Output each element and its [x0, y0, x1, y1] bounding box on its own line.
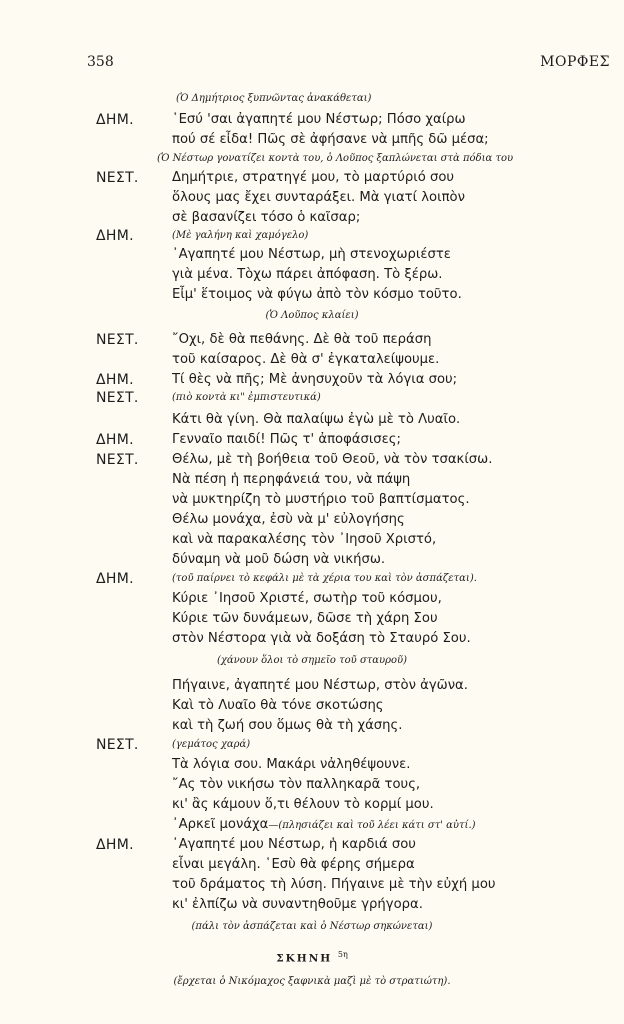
dialogue-line: καὶ νὰ παρακαλέσης τὸν ᾿Ιησοῦ Χριστό, — [172, 532, 437, 547]
scene-heading — [0, 945, 624, 969]
speaker-label: ΔΗΜ. — [96, 571, 134, 587]
dialogue-row — [0, 755, 624, 775]
dialogue-row — [0, 388, 624, 408]
dialogue-line: Κάτι θὰ γίνη. Θὰ παλαίψω ἐγὼ μὲ τὸ Λυαῖο. — [172, 412, 461, 427]
dialogue-row — [0, 855, 624, 875]
dialogue-row — [0, 265, 624, 285]
dialogue-line: Τί θὲς νὰ πῆς; Μὲ ἀνησυχοῦν τὰ λόγια σου; — [172, 372, 458, 387]
scene-heading-row — [0, 945, 624, 965]
dialogue-row — [0, 510, 624, 530]
dialogue-row — [0, 490, 624, 510]
dialogue-line: καὶ τὴ ζωή σου ὅμως θὰ τὴ χάσης. — [172, 718, 403, 733]
dialogue-line: Πήγαινε, ἀγαπητέ μου Νέστωρ, στὸν ἀγῶνα. — [172, 678, 468, 693]
speaker-label: ΝΕΣΤ. — [96, 737, 139, 753]
stage-direction-row — [0, 149, 624, 169]
dialogue-row — [0, 716, 624, 736]
stage-direction: (Ὁ Νέστωρ γονατίζει κοντὰ του, ὁ Λοῦπος ξαπλώνεται στὰ πόδια του — [157, 153, 514, 164]
dialogue-line: Κύριε ᾿Ιησοῦ Χριστέ, σωτὴρ τοῦ κόσμου, — [172, 591, 442, 606]
dialogue-line: κι' ἂς κάμουν ὅ,τι θέλουν τὸ κορμί μου. — [172, 797, 434, 812]
dialogue-line: πού σέ εἶδα! Πῶς σὲ ἀφήσανε νὰ μπῆς δῶ μέσα; — [172, 132, 489, 147]
dialogue-line: σὲ βασανίζει τόσο ὁ καῖσαρ; — [172, 210, 361, 225]
dialogue-row — [0, 550, 624, 570]
dialogue-row — [0, 130, 624, 150]
dialogue-row — [0, 629, 624, 649]
dialogue-row — [0, 370, 624, 390]
dialogue-line — [172, 815, 476, 836]
dialogue-row — [0, 188, 624, 208]
dialogue-line: νὰ μυκτηρίζη τὸ μυστήριο τοῦ βαπτίσματος. — [172, 492, 470, 507]
dialogue-row — [0, 168, 624, 188]
dialogue-line: ῎Ας τὸν νικήσω τὸν παλληκαρᾶ τους, — [172, 777, 421, 792]
speaker-label: ΔΗΜ. — [96, 837, 134, 853]
dialogue-row — [0, 875, 624, 895]
speaker-label: ΔΗΜ. — [96, 432, 134, 448]
dialogue-line: Θέλω, μὲ τὴ βοήθεια τοῦ Θεοῦ, νὰ τὸν τσακίσω. — [172, 452, 493, 467]
dialogue-row — [0, 676, 624, 696]
dialogue-line: ῎Οχι, δὲ θὰ πεθάνης. Δὲ θὰ τοῦ περάση — [172, 332, 432, 347]
dialogue-line: Κύριε τῶν δυνάμεων, δῶσε τὴ χάρη Σου — [172, 611, 438, 626]
dialogue-line: ῾Εσύ 'σαι ἀγαπητέ μου Νέστωρ; Πόσο χαίρω — [172, 112, 466, 127]
stage-direction: (Μὲ γαλήνη καὶ χαμόγελο) — [172, 230, 309, 241]
dialogue-row — [0, 895, 624, 915]
stage-direction-row — [0, 651, 624, 671]
dialogue-line: Δημήτριε, στρατηγέ μου, τὸ μαρτύριό σου — [172, 170, 455, 185]
stage-direction-row — [0, 306, 624, 326]
dialogue-line: τοῦ καίσαρος. Δὲ θὰ σ' ἐγκαταλείψουμε. — [172, 352, 440, 367]
stage-direction: (χάνουν ὅλοι τὸ σημεῖο τοῦ σταυροῦ) — [216, 655, 408, 666]
scene-number: 5η — [337, 950, 348, 959]
dialogue-row — [0, 245, 624, 265]
dialogue-line: Θέλω μονάχα, ἐσὺ νὰ μ' εὐλογήσης — [172, 512, 405, 527]
dialogue-line: Γενναῖο παιδί! Πῶς τ' ἀποφάσισες; — [172, 432, 401, 447]
speaker-label: ΔΗΜ. — [96, 112, 134, 128]
dialogue-line: ᾿Αγαπητέ μου Νέστωρ, μὴ στενοχωριέστε — [172, 247, 451, 262]
dialogue-line: τοῦ δράματος τὴ λύση. Πήγαινε μὲ τὴν εὐχή μου — [172, 877, 496, 892]
stage-direction: (πιὸ κοντὰ κι" ἐμπιστευτικά) — [172, 392, 321, 403]
dialogue-row — [0, 775, 624, 795]
stage-direction: (Ὁ Δημήτριος ξυπνῶντας ἀνακάθεται) — [176, 93, 372, 104]
speaker-label: ΔΗΜ. — [96, 228, 134, 244]
stage-direction: (ἔρχεται ὁ Νικόμαχος ξαφνικὰ μαζὶ μὲ τὸ στρατιώτη). — [173, 976, 451, 987]
dialogue-line: Νὰ πέση ἡ περηφάνειά του, νὰ πάψη — [172, 472, 411, 487]
dialogue-line: ὅλους μας ἔχει συνταράξει. Μὰ γιατί λοιπὸν — [172, 190, 465, 205]
speaker-label: ΝΕΣΤ. — [96, 332, 139, 348]
dialogue-row — [0, 226, 624, 246]
dialogue-row — [0, 815, 624, 835]
dialogue-row — [0, 530, 624, 550]
speaker-label: ΔΗΜ. — [96, 372, 134, 388]
dialogue-line: Καὶ τὸ Λυαῖο θὰ τόνε σκοτώσης — [172, 698, 384, 713]
dialogue-line: στὸν Νέστορα γιὰ νὰ δοξάση τὸ Σταυρό Σου. — [172, 631, 471, 646]
dialogue-line: κι' ἐλπίζω νὰ συναντηθοῦμε γρήγορα. — [172, 897, 423, 912]
dialogue-row — [0, 735, 624, 755]
dialogue-row — [0, 430, 624, 450]
dialogue-row — [0, 609, 624, 629]
dialogue-line: Τὰ λόγια σου. Μακάρι νἀληθέψουνε. — [172, 757, 411, 772]
dialogue-row — [0, 696, 624, 716]
dialogue-row — [0, 835, 624, 855]
dialogue-row — [0, 330, 624, 350]
stage-direction: (πάλι τὸν ἀσπάζεται καὶ ὁ Νέστωρ σηκώνεται) — [191, 921, 433, 932]
stage-direction: —(πλησιάζει καὶ τοῦ λέει κάτι στ' αὐτί.) — [268, 820, 476, 831]
dialogue-row — [0, 285, 624, 305]
scene-label: ΣΚΗΝΗ — [276, 952, 333, 965]
stage-direction-row — [0, 89, 624, 109]
dialogue-row — [0, 208, 624, 228]
dialogue-row — [0, 795, 624, 815]
speaker-label: ΝΕΣΤ. — [96, 452, 139, 468]
stage-direction-row — [0, 917, 624, 937]
dialogue-line: Εἶμ' ἕτοιμος νὰ φύγω ἀπὸ τὸν κόσμο τοῦτο. — [172, 287, 462, 302]
stage-direction: (τοῦ παίρνει τὸ κεφάλι μὲ τὰ χέρια του καὶ τὸν ἀσπάζεται). — [172, 573, 477, 584]
dialogue-row — [0, 410, 624, 430]
running-title: ΜΟΡΦΕΣ — [540, 54, 610, 70]
dialogue-text: ᾿Αρκεῖ μονάχα — [172, 817, 269, 832]
stage-direction: (γεμάτος χαρά) — [172, 739, 251, 750]
speaker-label: ΝΕΣΤ. — [96, 170, 139, 186]
dialogue-row — [0, 110, 624, 130]
dialogue-row — [0, 450, 624, 470]
dialogue-row — [0, 470, 624, 490]
stage-direction: (Ὁ Λοῦπος κλαίει) — [265, 310, 359, 321]
stage-direction-row — [0, 972, 624, 992]
dialogue-line: ᾿Αγαπητέ μου Νέστωρ, ἡ καρδιά σου — [172, 837, 416, 852]
dialogue-line: δύναμη νὰ μοῦ δώση νὰ νικήσω. — [172, 552, 386, 567]
speaker-label: ΝΕΣΤ. — [96, 390, 139, 406]
dialogue-row — [0, 569, 624, 589]
dialogue-row — [0, 350, 624, 370]
dialogue-line: γιὰ μένα. Τὸχω πάρει ἀπόφαση. Τὸ ξέρω. — [172, 267, 443, 282]
dialogue-row — [0, 589, 624, 609]
dialogue-line: εἶναι μεγάλη. ῾Εσὺ θὰ φέρης σήμερα — [172, 857, 415, 872]
page-number: 358 — [87, 54, 114, 70]
